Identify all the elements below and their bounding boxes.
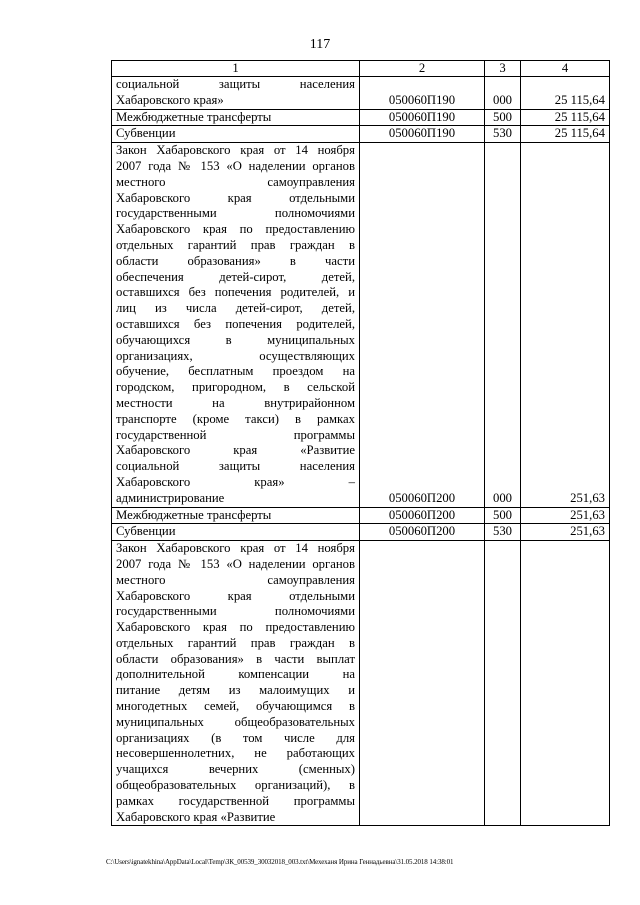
description-line: Хабаровского края отдельными (116, 190, 355, 205)
description-line: государственной программы (116, 427, 355, 442)
row-amount (521, 541, 610, 826)
row-type (485, 541, 521, 826)
table-row (112, 143, 610, 507)
row-code: 050060П190 (360, 77, 485, 110)
description-line: Закон Хабаровского края от 14 ноября (116, 541, 355, 556)
description-line: транспорте (кроме такси) в рамках (116, 411, 355, 426)
row-code: 050060П190 (360, 109, 485, 126)
row-amount: 25 115,64 (521, 126, 610, 143)
table-row (112, 126, 610, 143)
row-type: 530 (485, 524, 521, 541)
header-col-3: 3 (485, 61, 521, 77)
description-line: 2007 года № 153 «О наделении органов (116, 158, 355, 173)
description-line: государственными полномочиями (116, 604, 355, 619)
description-line: отдельных гарантий прав граждан в (116, 635, 355, 650)
description-line: питание детям из малоимущих и (116, 683, 355, 698)
row-description (112, 126, 360, 143)
row-description (112, 143, 360, 507)
description-line: Субвенции (116, 126, 176, 141)
page-number: 117 (309, 37, 331, 52)
table-row (112, 524, 610, 541)
description-line: организациях, осуществляющих (116, 348, 355, 363)
description-line: Межбюджетные трансферты (116, 109, 272, 124)
row-description (112, 77, 360, 110)
row-type: 500 (485, 109, 521, 126)
description-line: рамках государственной программы (116, 793, 355, 808)
row-type: 500 (485, 507, 521, 524)
description-line: Хабаровского края по предоставлению (116, 620, 355, 635)
table-row (112, 109, 610, 126)
row-code: 050060П200 (360, 143, 485, 507)
description-line: организациях (в том числе для (116, 730, 355, 745)
description-line: Хабаровского края по предоставлению (116, 222, 355, 237)
row-type: 000 (485, 143, 521, 507)
description-line: Закон Хабаровского края от 14 ноября (116, 143, 355, 158)
description-line: местного самоуправления (116, 174, 355, 189)
table-row (112, 541, 610, 826)
description-line: лиц из числа детей-сирот, детей, (116, 301, 355, 316)
table-row (112, 507, 610, 524)
description-line: социальной защиты населения (116, 77, 355, 91)
row-type: 530 (485, 126, 521, 143)
description-line: несовершеннолетних, не работающих (116, 746, 355, 761)
description-line: дополнительной компенсации на (116, 667, 355, 682)
row-code: 050060П200 (360, 524, 485, 541)
header-col-4: 4 (521, 61, 610, 77)
footer-file-path: C:\Users\ignatekhina\AppData\Local\Temp\ЗК_00539_30032018_003.txt\Мехеханя Ирина Геннадьевна\31.05.2018 14:38:01 (106, 858, 454, 866)
description-line: Межбюджетные трансферты (116, 507, 272, 522)
row-description (112, 507, 360, 524)
description-line: социальной защиты населения (116, 459, 355, 474)
description-line: обучение, бесплатным проездом на (116, 364, 355, 379)
description-line: отдельных гарантий прав граждан в (116, 237, 355, 252)
row-amount: 251,63 (521, 524, 610, 541)
description-line: Хабаровского края» (116, 92, 224, 107)
description-line: Хабаровского края» – (116, 474, 355, 489)
row-amount: 251,63 (521, 507, 610, 524)
row-type: 000 (485, 77, 521, 110)
description-line: оставшихся без попечения родителей, (116, 316, 355, 331)
row-amount: 25 115,64 (521, 109, 610, 126)
description-line: многодетных семей, обучающимся в (116, 699, 355, 714)
row-code (360, 541, 485, 826)
row-amount: 25 115,64 (521, 77, 610, 110)
description-line: учащихся вечерних (сменных) (116, 762, 355, 777)
table-row (112, 77, 610, 110)
description-line: общеобразовательных организаций), в (116, 778, 355, 793)
row-description (112, 524, 360, 541)
description-line: городском, пригородном, в сельской (116, 380, 355, 395)
description-line: 2007 года № 153 «О наделении органов (116, 556, 355, 571)
header-col-1: 1 (112, 61, 360, 77)
row-description (112, 541, 360, 826)
description-line: Хабаровского края «Развитие (116, 809, 276, 824)
description-line: Хабаровского края отдельными (116, 588, 355, 603)
description-line: местности на внутрирайонном (116, 395, 355, 410)
row-code: 050060П190 (360, 126, 485, 143)
description-line: обучающихся в муниципальных (116, 332, 355, 347)
description-line: Хабаровского края «Развитие (116, 443, 355, 458)
description-line: администрирование (116, 490, 225, 505)
description-line: Субвенции (116, 524, 176, 539)
table-header-row (112, 61, 610, 77)
description-line: государственными полномочиями (116, 206, 355, 221)
description-line: области образования» в части (116, 253, 355, 268)
row-code: 050060П200 (360, 507, 485, 524)
budget-table (111, 60, 610, 826)
header-col-2: 2 (360, 61, 485, 77)
description-line: местного самоуправления (116, 572, 355, 587)
row-amount: 251,63 (521, 143, 610, 507)
description-line: муниципальных общеобразовательных (116, 714, 355, 729)
description-line: обеспечения детей-сирот, детей, (116, 269, 355, 284)
description-line: оставшихся без попечения родителей, и (116, 285, 355, 300)
row-description (112, 109, 360, 126)
description-line: области образования» в части выплат (116, 651, 355, 666)
